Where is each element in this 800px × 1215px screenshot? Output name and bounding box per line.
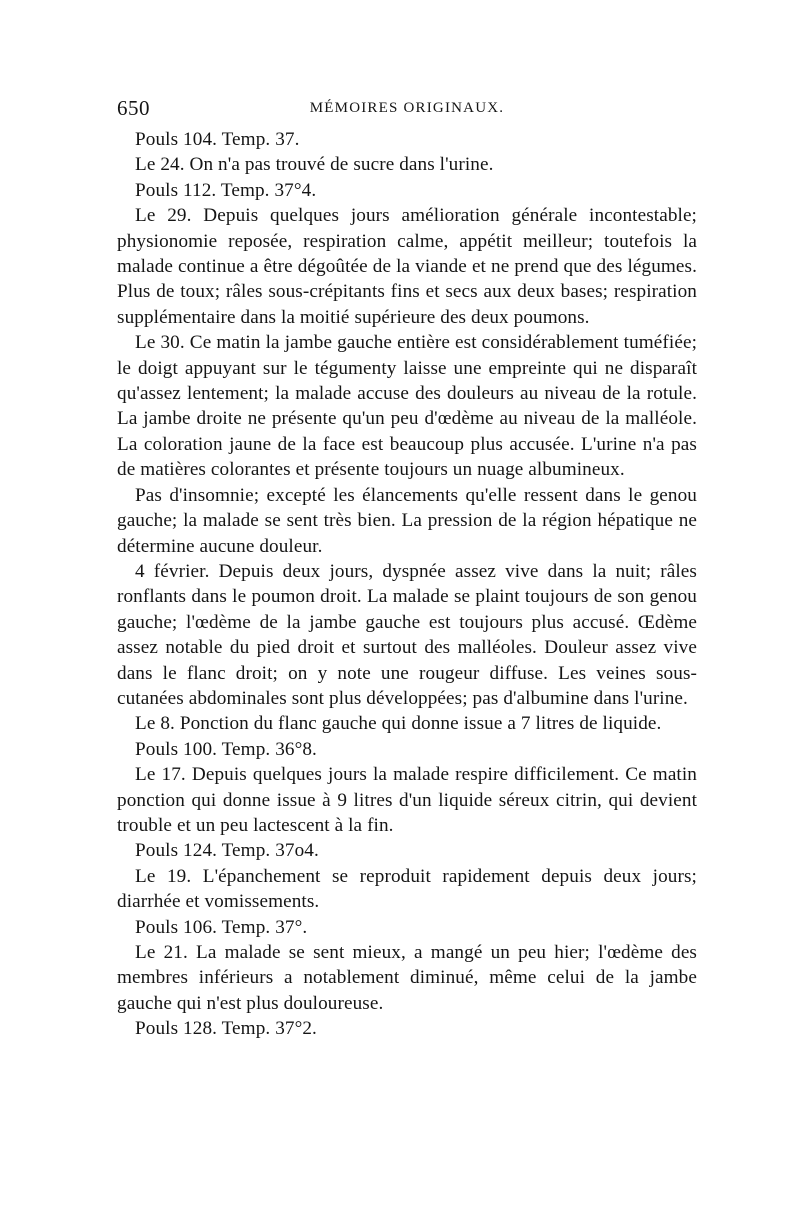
paragraph: Le 8. Ponction du flanc gauche qui donne issue a 7 litres de liquide. (135, 713, 662, 735)
paragraph: Le 21. La malade se sent mieux, a mangé un peu hier; l'œdème des membres inférieurs a notablement diminué, même celui de la jambe gauche qui n'est plus douloureuse. (117, 942, 697, 1014)
running-title: MÉMOIRES ORIGINAUX. (309, 100, 505, 116)
paragraph: Pouls 124. Temp. 37o4. (135, 840, 319, 862)
paragraph: Le 24. On n'a pas trouvé de sucre dans l'urine. (135, 154, 494, 176)
paragraph: Pouls 106. Temp. 37°. (135, 916, 308, 938)
paragraph: Le 30. Ce matin la jambe gauche entière est considérablement tuméfiée; le doigt appuyant sur le tégumenty laisse une empreinte qui ne disparaît qu'assez lentement; la malade accuse des douleurs au niveau de la rotule. La jambe droite ne présente qu'un peu d'œdème au niveau de la malléole. La coloration jaune de la face est beaucoup plus accusée. L'urine n'a pas de matières colorantes et présente toujours un nuage albumineux. (117, 332, 697, 481)
paragraph: Pouls 112. Temp. 37°4. (135, 179, 317, 201)
paragraph: Pouls 128. Temp. 37°2. (135, 1018, 317, 1040)
body-text (117, 127, 697, 1042)
page-number: 650 (117, 96, 150, 120)
paragraph: Pouls 100. Temp. 36°8. (135, 738, 317, 760)
page-header (117, 96, 697, 126)
paragraph: Le 19. L'épanchement se reproduit rapidement depuis deux jours; diarrhée et vomissements. (117, 865, 697, 913)
paragraph: Pas d'insomnie; excepté les élancements qu'elle ressent dans le genou gauche; la malade se sent très bien. La pression de la région hépatique ne détermine aucune douleur. (117, 484, 697, 557)
paragraph: Le 17. Depuis quelques jours la malade respire difficilement. Ce matin ponction qui donne issue à 9 litres d'un liquide séreux citrin, qui devient trouble et un peu lactescent à la fin. (117, 764, 697, 836)
paragraph: Pouls 104. Temp. 37. (135, 129, 300, 150)
paragraph: Le 29. Depuis quelques jours amélioration générale incontestable; physionomie reposée, respiration calme, appétit meilleur; toutefois la malade continue a être dégoûtée de la viande et ne prend que des légumes. Plus de toux; râles sous-crépitants fins et secs aux deux bases; respiration supplémentaire dans la moitié supérieure des deux poumons. (117, 205, 697, 328)
paragraph: 4 février. Depuis deux jours, dyspnée assez vive dans la nuit; râles ronflants dans le poumon droit. La malade se plaint toujours de son genou gauche; l'œdème de la jambe gauche est toujours plus accusé. Œdème assez notable du pied droit et surtout des malléoles. Douleur assez vive dans le flanc droit; on y note une rougeur diffuse. Les veines sous-cutanées abdominales sont plus développées; pas d'albumine dans l'urine. (117, 560, 697, 709)
